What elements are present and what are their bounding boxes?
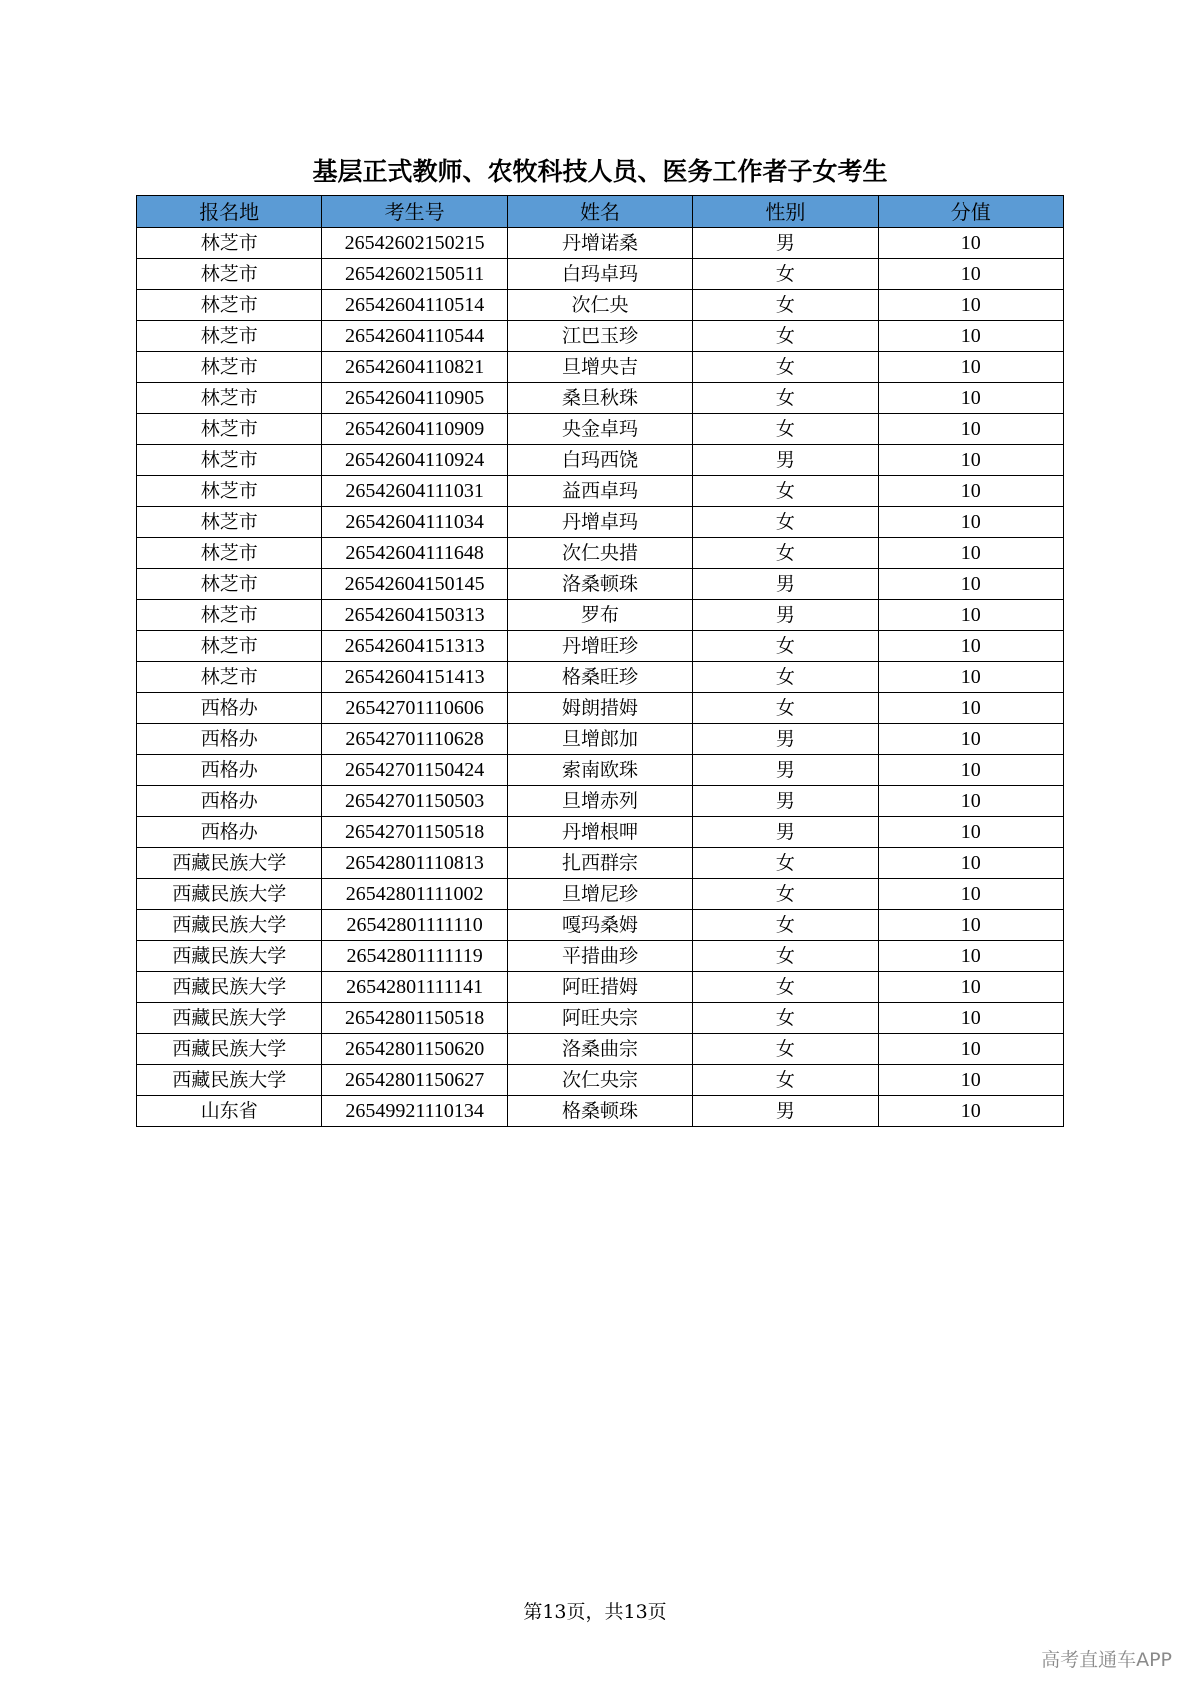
cell-region: 西格办: [137, 724, 322, 755]
cell-region: 林芝市: [137, 259, 322, 290]
cell-name: 阿旺措姆: [507, 972, 692, 1003]
cell-exam-id: 26542604111648: [322, 538, 507, 569]
cell-exam-id: 26542604110821: [322, 352, 507, 383]
cell-score: 10: [878, 817, 1063, 848]
cell-gender: 女: [693, 1065, 878, 1096]
cell-exam-id: 26542701150518: [322, 817, 507, 848]
cell-name: 姆朗措姆: [507, 693, 692, 724]
cell-score: 10: [878, 414, 1063, 445]
cell-region: 林芝市: [137, 352, 322, 383]
cell-exam-id: 26542801111141: [322, 972, 507, 1003]
cell-name: 丹增旺珍: [507, 631, 692, 662]
table-row: [137, 228, 1064, 259]
cell-name: 旦增尼珍: [507, 879, 692, 910]
cell-name: 扎西群宗: [507, 848, 692, 879]
cell-gender: 女: [693, 910, 878, 941]
column-header-name: 姓名: [507, 196, 692, 228]
cell-score: 10: [878, 879, 1063, 910]
cell-exam-id: 26542604150313: [322, 600, 507, 631]
cell-score: 10: [878, 569, 1063, 600]
column-header-exam-id: 考生号: [322, 196, 507, 228]
cell-name: 旦增赤列: [507, 786, 692, 817]
cell-score: 10: [878, 352, 1063, 383]
table-row: [137, 910, 1064, 941]
cell-gender: 男: [693, 600, 878, 631]
cell-score: 10: [878, 1034, 1063, 1065]
cell-gender: 女: [693, 662, 878, 693]
cell-gender: 女: [693, 383, 878, 414]
table-row: [137, 476, 1064, 507]
cell-gender: 女: [693, 693, 878, 724]
cell-score: 10: [878, 910, 1063, 941]
cell-gender: 女: [693, 414, 878, 445]
cell-score: 10: [878, 972, 1063, 1003]
cell-score: 10: [878, 662, 1063, 693]
cell-score: 10: [878, 848, 1063, 879]
table-row: [137, 352, 1064, 383]
cell-region: 西格办: [137, 817, 322, 848]
cell-name: 平措曲珍: [507, 941, 692, 972]
table-row: [137, 569, 1064, 600]
cell-gender: 女: [693, 1003, 878, 1034]
cell-gender: 女: [693, 259, 878, 290]
cell-exam-id: 26542602150511: [322, 259, 507, 290]
cell-name: 白玛卓玛: [507, 259, 692, 290]
cell-exam-id: 26542604110905: [322, 383, 507, 414]
cell-score: 10: [878, 445, 1063, 476]
table-row: [137, 259, 1064, 290]
cell-score: 10: [878, 259, 1063, 290]
cell-region: 西藏民族大学: [137, 910, 322, 941]
cell-name: 央金卓玛: [507, 414, 692, 445]
cell-region: 林芝市: [137, 414, 322, 445]
table-row: [137, 600, 1064, 631]
cell-region: 西格办: [137, 786, 322, 817]
table-row: [137, 879, 1064, 910]
cell-score: 10: [878, 600, 1063, 631]
cell-name: 次仁央: [507, 290, 692, 321]
cell-exam-id: 26549921110134: [322, 1096, 507, 1127]
cell-exam-id: 26542701150424: [322, 755, 507, 786]
cell-name: 丹增根呷: [507, 817, 692, 848]
cell-region: 林芝市: [137, 600, 322, 631]
cell-score: 10: [878, 383, 1063, 414]
cell-exam-id: 26542801111110: [322, 910, 507, 941]
cell-score: 10: [878, 693, 1063, 724]
cell-gender: 女: [693, 941, 878, 972]
cell-region: 西藏民族大学: [137, 1065, 322, 1096]
cell-gender: 女: [693, 1034, 878, 1065]
cell-name: 旦增郎加: [507, 724, 692, 755]
cell-exam-id: 26542701110606: [322, 693, 507, 724]
cell-gender: 男: [693, 755, 878, 786]
table-row: [137, 538, 1064, 569]
table-row: [137, 693, 1064, 724]
cell-exam-id: 26542604111034: [322, 507, 507, 538]
cell-gender: 女: [693, 321, 878, 352]
cell-exam-id: 26542701150503: [322, 786, 507, 817]
cell-name: 索南欧珠: [507, 755, 692, 786]
table-row: [137, 1065, 1064, 1096]
cell-name: 益西卓玛: [507, 476, 692, 507]
cell-score: 10: [878, 228, 1063, 259]
table-row: [137, 755, 1064, 786]
table-row: [137, 662, 1064, 693]
cell-region: 林芝市: [137, 445, 322, 476]
table-row: [137, 290, 1064, 321]
table-row: [137, 507, 1064, 538]
cell-region: 林芝市: [137, 662, 322, 693]
cell-score: 10: [878, 755, 1063, 786]
watermark-text: 高考直通车APP: [1041, 1649, 1172, 1671]
table-row: [137, 383, 1064, 414]
cell-score: 10: [878, 724, 1063, 755]
cell-gender: 女: [693, 972, 878, 1003]
cell-gender: 女: [693, 507, 878, 538]
column-header-gender: 性别: [693, 196, 878, 228]
cell-exam-id: 26542604110909: [322, 414, 507, 445]
cell-score: 10: [878, 786, 1063, 817]
table-header-row: [137, 196, 1064, 228]
table-body: [137, 228, 1064, 1127]
cell-exam-id: 26542604150145: [322, 569, 507, 600]
cell-score: 10: [878, 507, 1063, 538]
table-row: [137, 321, 1064, 352]
cell-name: 格桑旺珍: [507, 662, 692, 693]
cell-region: 林芝市: [137, 321, 322, 352]
cell-region: 林芝市: [137, 290, 322, 321]
page-number: 第13页，共13页: [523, 1601, 667, 1623]
cell-name: 罗布: [507, 600, 692, 631]
table-row: [137, 941, 1064, 972]
cell-name: 洛桑顿珠: [507, 569, 692, 600]
cell-score: 10: [878, 476, 1063, 507]
cell-exam-id: 26542604110544: [322, 321, 507, 352]
cell-exam-id: 26542604110514: [322, 290, 507, 321]
table-row: [137, 1034, 1064, 1065]
cell-gender: 女: [693, 352, 878, 383]
cell-region: 林芝市: [137, 538, 322, 569]
table-row: [137, 631, 1064, 662]
cell-name: 桑旦秋珠: [507, 383, 692, 414]
cell-region: 西藏民族大学: [137, 879, 322, 910]
cell-exam-id: 26542801110813: [322, 848, 507, 879]
cell-region: 林芝市: [137, 476, 322, 507]
cell-exam-id: 26542604111031: [322, 476, 507, 507]
cell-score: 10: [878, 290, 1063, 321]
cell-region: 林芝市: [137, 569, 322, 600]
cell-score: 10: [878, 1003, 1063, 1034]
cell-region: 西藏民族大学: [137, 1003, 322, 1034]
cell-name: 次仁央措: [507, 538, 692, 569]
cell-gender: 女: [693, 879, 878, 910]
table-row: [137, 1003, 1064, 1034]
table-row: [137, 972, 1064, 1003]
cell-score: 10: [878, 631, 1063, 662]
cell-name: 嘎玛桑姆: [507, 910, 692, 941]
cell-gender: 男: [693, 445, 878, 476]
cell-region: 山东省: [137, 1096, 322, 1127]
cell-region: 林芝市: [137, 507, 322, 538]
cell-exam-id: 26542604151313: [322, 631, 507, 662]
column-header-score: 分值: [878, 196, 1063, 228]
cell-exam-id: 26542701110628: [322, 724, 507, 755]
cell-region: 西藏民族大学: [137, 1034, 322, 1065]
cell-gender: 女: [693, 290, 878, 321]
cell-name: 白玛西饶: [507, 445, 692, 476]
table-row: [137, 1096, 1064, 1127]
cell-region: 林芝市: [137, 631, 322, 662]
cell-exam-id: 26542801111002: [322, 879, 507, 910]
table-row: [137, 786, 1064, 817]
cell-name: 丹增卓玛: [507, 507, 692, 538]
cell-exam-id: 26542801150620: [322, 1034, 507, 1065]
table-row: [137, 724, 1064, 755]
cell-region: 西藏民族大学: [137, 941, 322, 972]
cell-region: 林芝市: [137, 228, 322, 259]
cell-exam-id: 26542602150215: [322, 228, 507, 259]
cell-gender: 女: [693, 476, 878, 507]
cell-score: 10: [878, 1065, 1063, 1096]
cell-gender: 男: [693, 724, 878, 755]
cell-score: 10: [878, 538, 1063, 569]
cell-region: 西藏民族大学: [137, 848, 322, 879]
cell-name: 洛桑曲宗: [507, 1034, 692, 1065]
cell-name: 阿旺央宗: [507, 1003, 692, 1034]
cell-gender: 男: [693, 817, 878, 848]
cell-region: 西格办: [137, 755, 322, 786]
cell-score: 10: [878, 941, 1063, 972]
table-row: [137, 414, 1064, 445]
cell-gender: 女: [693, 631, 878, 662]
cell-gender: 男: [693, 569, 878, 600]
cell-name: 丹增诺桑: [507, 228, 692, 259]
cell-score: 10: [878, 1096, 1063, 1127]
cell-name: 格桑顿珠: [507, 1096, 692, 1127]
page-title: 基层正式教师、农牧科技人员、医务工作者子女考生: [312, 157, 888, 186]
cell-exam-id: 26542604151413: [322, 662, 507, 693]
cell-name: 次仁央宗: [507, 1065, 692, 1096]
table-row: [137, 445, 1064, 476]
column-header-region: 报名地: [137, 196, 322, 228]
cell-score: 10: [878, 321, 1063, 352]
table-row: [137, 817, 1064, 848]
cell-exam-id: 26542604110924: [322, 445, 507, 476]
cell-gender: 男: [693, 1096, 878, 1127]
cell-exam-id: 26542801150627: [322, 1065, 507, 1096]
cell-gender: 男: [693, 228, 878, 259]
cell-region: 林芝市: [137, 383, 322, 414]
cell-exam-id: 26542801150518: [322, 1003, 507, 1034]
candidate-table: [136, 195, 1064, 1127]
cell-gender: 女: [693, 848, 878, 879]
cell-gender: 男: [693, 786, 878, 817]
cell-name: 江巴玉珍: [507, 321, 692, 352]
cell-exam-id: 26542801111119: [322, 941, 507, 972]
cell-region: 西藏民族大学: [137, 972, 322, 1003]
table-row: [137, 848, 1064, 879]
cell-gender: 女: [693, 538, 878, 569]
cell-region: 西格办: [137, 693, 322, 724]
cell-name: 旦增央吉: [507, 352, 692, 383]
